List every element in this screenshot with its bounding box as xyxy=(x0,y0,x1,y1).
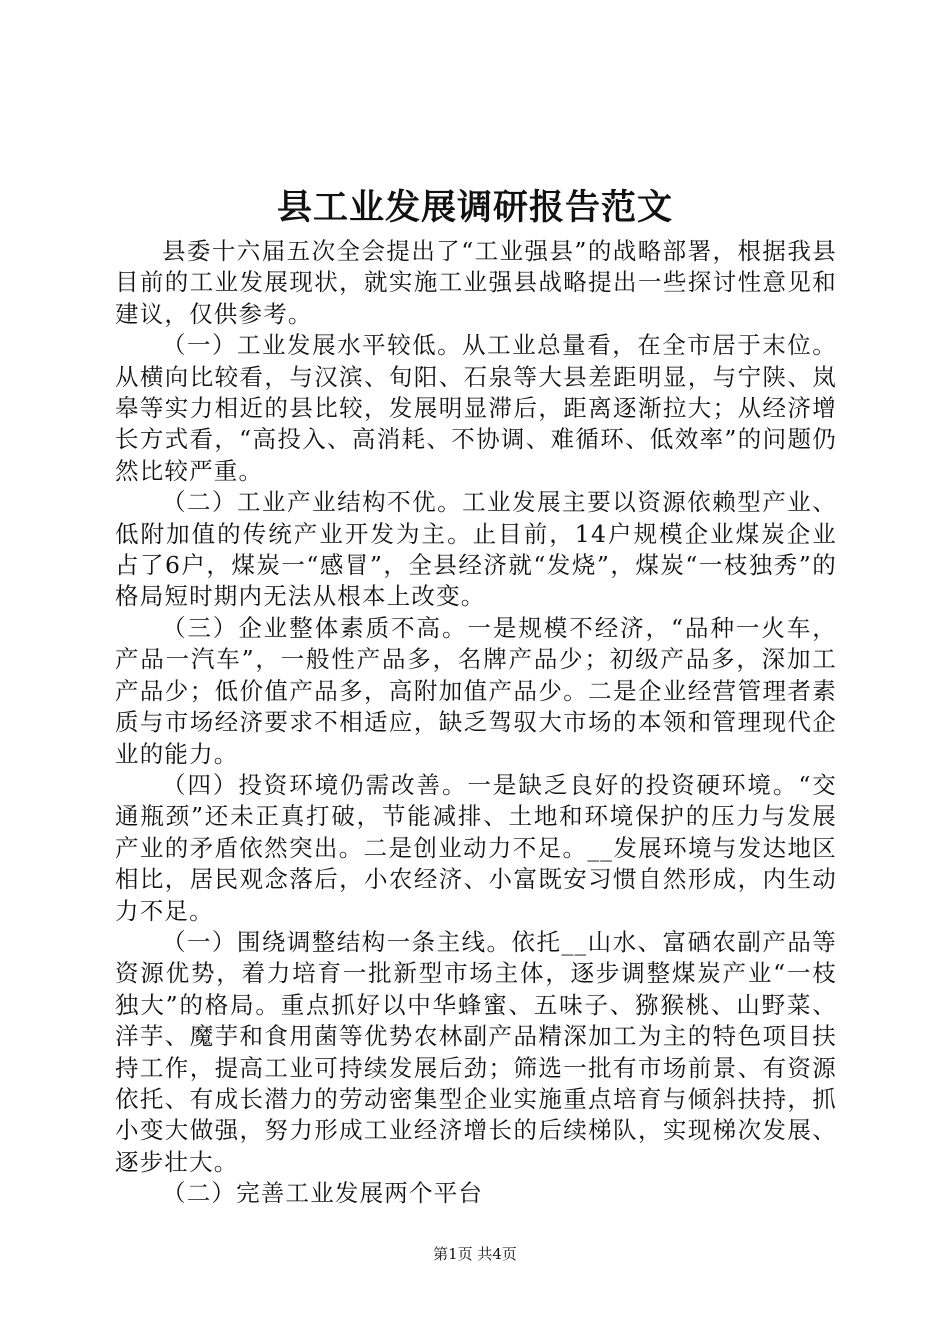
document-title: 县工业发展调研报告范文 xyxy=(276,187,673,228)
paragraph-issue-4: （四）投资环境仍需改善。一是缺乏良好的投资硬环境。“交通瓶颈”还未正真打破，节能减排、土地和环境保护的压力与发展产业的矛盾依然突出。二是创业动力不足。__发展环境与发达地区相比，居民观念落后，小农经济、小富既安习惯自然形成，内生动力不足。 xyxy=(115,770,837,925)
paragraph-measure-1: （一）围绕调整结构一条主线。依托__山水、富硒农副产品等资源优势，着力培育一批新型市场主体，逐步调整煤炭产业“一枝独大”的格局。重点抓好以中华蜂蜜、五味子、猕猴桃、山野菜、洋芋、魔芋和食用菌等优势农林副产品精深加工为主的特色项目扶持工作，提高工业可持续发展后劲；筛选一批有市场前景、有资源依托、有成长潜力的劳动密集型企业实施重点培育与倾斜扶持，抓小变大做强，努力形成工业经济增长的后续梯队，实现梯次发展、逐步壮大。 xyxy=(115,927,837,1176)
paragraph-issue-1: （一）工业发展水平较低。从工业总量看，在全市居于末位。从横向比较看，与汉滨、旬阳、石泉等大县差距明显，与宁陕、岚皋等实力相近的县比较，发展明显滞后，距离逐渐拉大；从经济增长方式看，“高投入、高消耗、不协调、难循环、低效率”的问题仍然比较严重。 xyxy=(115,331,837,485)
paragraph-issue-3: （三）企业整体素质不高。一是规模不经济，“品种一火车，产品一汽车”，一般性产品多，名牌产品少；初级产品多，深加工产品少；低价值产品多，高附加值产品少。二是企业经营管理者素质与市场经济要求不相适应，缺乏驾驭大市场的本领和管理现代企业的能力。 xyxy=(115,613,837,768)
page-footer: 第1页 共4页 xyxy=(433,1245,517,1263)
paragraph-intro: 县委十六届五次全会提出了“工业强县”的战略部署，根据我县目前的工业发展现状，就实施工业强县战略提出一些探讨性意见和建议，仅供参考。 xyxy=(115,237,837,328)
paragraph-issue-2: （二）工业产业结构不优。工业发展主要以资源依赖型产业、低附加值的传统产业开发为主。止目前，14户规模企业煤炭企业占了6户，煤炭一“感冒”，全县经济就“发烧”，煤炭“一枝独秀”的格局短时期内无法从根本上改变。 xyxy=(115,488,837,611)
document-body xyxy=(115,236,837,1210)
paragraph-measure-2: （二）完善工业发展两个平台 xyxy=(162,1179,484,1208)
